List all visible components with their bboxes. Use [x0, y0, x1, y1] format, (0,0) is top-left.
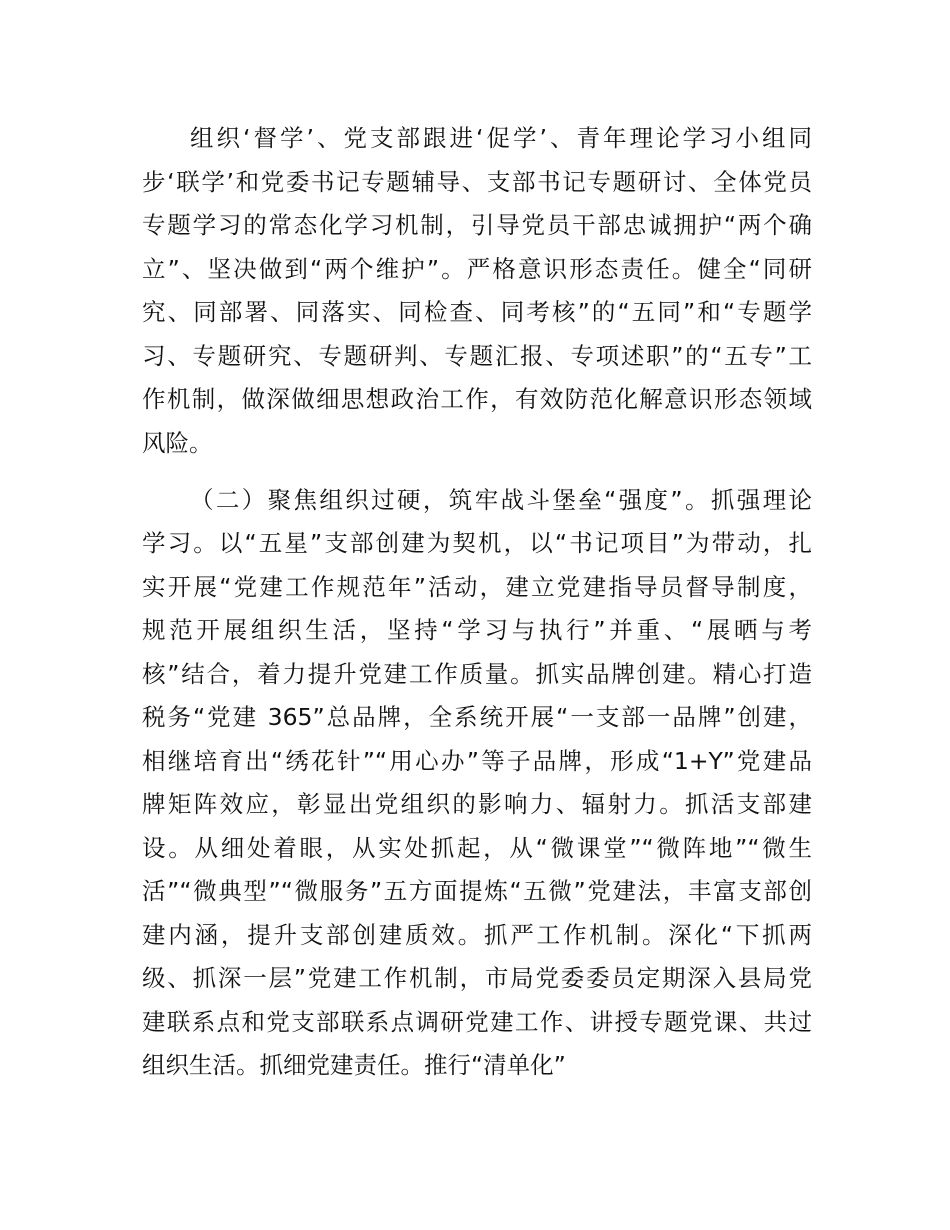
paragraph-2-line-2: 学习。以“五星”支部创建为契机，以“书记项目”为带动，扎	[142, 529, 812, 557]
paragraph-2-line-8: 牌矩阵效应，彰显出党组织的影响力、辐射力。抓活支部建	[142, 790, 812, 818]
paragraph-2-line-13: 建联系点和党支部联系点调研党建工作、讲授专题党课、共过	[142, 1008, 812, 1036]
paragraph-1-line-6: 习、专题研究、专题研判、专题汇报、专项述职”的“五专”工	[142, 342, 812, 370]
paragraph-1-line-4: 立”、坚决做到“两个维护”。严格意识形态责任。健全“同研	[142, 255, 812, 283]
paragraph-1-line-1: 组织‘督学’、党支部跟进‘促学’、青年理论学习小组同	[190, 124, 812, 152]
paragraph-2-line-4: 规范开展组织生活，坚持“学习与执行”并重、“展晒与考	[142, 616, 812, 644]
paragraph-1-line-3: 专题学习的常态化学习机制，引导党员干部忠诚拥护“两个确	[142, 211, 812, 239]
paragraph-2-line-12: 级、抓深一层”党建工作机制，市局党委委员定期深入县局党	[142, 964, 812, 992]
paragraph-2-line-5: 核”结合，着力提升党建工作质量。抓实品牌创建。精心打造	[142, 660, 812, 688]
paragraph-2-line-11: 建内涵，提升支部创建质效。抓严工作机制。深化“下抓两	[142, 921, 812, 949]
paragraph-1-line-8: 风险。	[142, 429, 213, 457]
paragraph-1-line-2: 步‘联学’和党委书记专题辅导、支部书记专题研讨、全体党员	[142, 168, 812, 196]
paragraph-2-line-6: 税务“党建 365”总品牌，全系统开展“一支部一品牌”创建，	[142, 703, 812, 731]
paragraph-1-line-7: 作机制，做深做细思想政治工作，有效防范化解意识形态领域	[142, 385, 812, 413]
paragraph-2-line-14: 组织生活。抓细党建责任。推行“清单化”	[142, 1051, 566, 1079]
paragraph-2-line-7: 相继培育出“绣花针”“用心办”等子品牌，形成“1+Y”党建品	[142, 747, 812, 775]
paragraph-2-line-3: 实开展“党建工作规范年”活动，建立党建指导员督导制度，	[142, 573, 812, 601]
paragraph-2-line-1: （二）聚焦组织过硬，筑牢战斗堡垒“强度”。抓强理论	[190, 486, 812, 514]
paragraph-1-line-5: 究、同部署、同落实、同检查、同考核”的“五同”和“专题学	[142, 298, 812, 326]
paragraph-2-line-9: 设。从细处着眼，从实处抓起，从“微课堂”“微阵地”“微生	[142, 834, 812, 862]
paragraph-2-line-10: 活”“微典型”“微服务”五方面提炼“五微”党建法，丰富支部创	[142, 877, 812, 905]
